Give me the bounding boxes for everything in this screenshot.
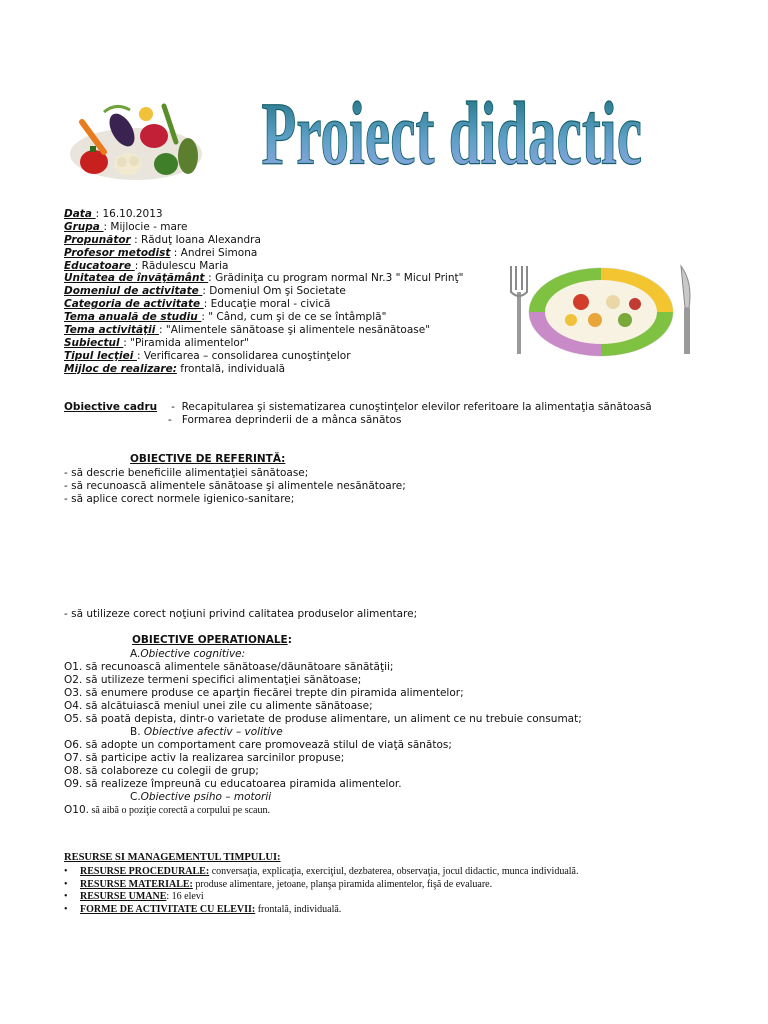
resource-value: frontală, individuală.	[255, 903, 342, 915]
list-item: O8. să colaboreze cu colegii de grup;	[64, 765, 259, 777]
bullet-icon: •	[64, 866, 68, 877]
subsection-prefix: C.	[130, 791, 141, 803]
obiective-cadru: Obiective cadru - Recapitularea şi sistematizarea cunoştinţelor elevilor referitoare la alimentaţia sănătoasă - Formarea deprinderii de a mânca sănătos	[64, 401, 652, 426]
list-item	[64, 804, 582, 817]
meta-row	[64, 221, 463, 234]
subsection-prefix: A.	[130, 648, 141, 660]
meta-row	[64, 298, 463, 311]
meta-sep: :	[136, 349, 144, 362]
meta-label: Propunător	[64, 233, 131, 246]
list-item	[64, 866, 578, 879]
meta-sep: :	[103, 220, 111, 233]
meta-sep: :	[201, 311, 209, 324]
meta-label: Tipul lecţiei	[64, 349, 137, 362]
meta-value: "Alimentele sănătoase şi alimentele nesănătoase"	[165, 324, 431, 337]
obiective-operationale-list	[64, 648, 582, 817]
meta-row	[64, 208, 463, 221]
resource-key: RESURSE UMANE	[80, 891, 167, 902]
meta-sep: :	[202, 285, 210, 298]
subsection-label: Obiective cognitive:	[140, 648, 246, 660]
title-wordart	[261, 62, 643, 212]
obiective-operationale-title	[132, 634, 292, 647]
meta-label: Profesor metodist	[64, 246, 171, 259]
meta-label: Educatoare	[64, 259, 135, 272]
bullet-icon: •	[64, 891, 68, 902]
meta-value: 16.10.2013	[102, 208, 163, 220]
meta-row	[64, 260, 463, 273]
meta-label: Subiectul	[64, 336, 124, 349]
meta-value: Rădulescu Maria	[141, 259, 229, 272]
list-item: O5. să poată depista, dintr-o varietate de produse alimentare, un aliment ce nu trebuie consumat;	[64, 713, 582, 725]
meta-label: Domeniul de activitate	[64, 285, 203, 298]
meta-sep: :	[134, 259, 142, 272]
list-item	[64, 891, 578, 904]
obiective-operationale-label: OBIECTIVE OPERATIONALE	[132, 634, 288, 646]
meta-sep: :	[208, 272, 216, 285]
meta-value: Educaţie moral - civică	[210, 298, 331, 311]
obiective-cadru-item: Recapitularea şi sistematizarea cunoştinţelor elevilor referitoare la alimentaţia sănătoasă	[181, 401, 652, 413]
meta-sep: :	[123, 336, 131, 349]
title-colon: :	[287, 634, 292, 646]
meta-label: Tema activităţii	[64, 324, 159, 337]
meta-row	[64, 234, 463, 247]
bullet-icon: •	[64, 878, 68, 890]
meta-value: frontală, individuală	[180, 362, 286, 375]
subsection-heading	[64, 726, 582, 739]
resurse-title: RESURSE SI MANAGEMENTUL TIMPULUI:	[64, 852, 281, 863]
list-item	[64, 904, 578, 917]
meta-label: Categoria de activitate	[64, 298, 204, 311]
obiective-referinta-title: OBIECTIVE DE REFERINTĂ:	[130, 453, 286, 465]
meta-value: Mijlocie - mare	[110, 220, 188, 233]
vegetables-image	[64, 92, 206, 186]
list-item: - să recunoască alimentele sănătoase şi alimentele nesănătoare;	[64, 480, 406, 492]
meta-row	[64, 350, 463, 363]
resource-key: RESURSE MATERIALE:	[80, 878, 193, 890]
subsection-prefix: B.	[130, 726, 141, 738]
meta-value: Domeniul Om şi Societate	[209, 285, 346, 298]
list-item: O3. să enumere produse ce aparţin fiecărei trepte din piramida alimentelor;	[64, 687, 464, 699]
meta-row	[64, 324, 463, 337]
resource-value: conversaţia, explicaţia, exerciţiul, dezbaterea, observaţia, jocul didactic, munca individuală.	[209, 866, 579, 877]
list-item: O9. să realizeze împreună cu educatoarea piramida alimentelor.	[64, 778, 402, 790]
meta-row	[64, 285, 463, 298]
subsection-label: Obiective afectiv – volitive	[140, 726, 283, 738]
list-item: O1. să recunoască alimentele sănătoase/dăunătoare sănătăţii;	[64, 661, 394, 673]
subsection-heading	[64, 791, 582, 804]
meta-sep: :	[158, 324, 166, 337]
obiective-cadru-item: Formarea deprinderii de a mânca sănătos	[181, 414, 402, 426]
subsection-label: Obiective psiho – motorii	[140, 791, 272, 803]
item-prefix: O10.	[64, 804, 89, 816]
meta-value: Grădiniţa cu program normal Nr.3 " Micul Prinţ"	[215, 272, 464, 285]
page-title: Proiect didactic	[261, 84, 643, 184]
resource-key: FORME DE ACTIVITATE CU ELEVII:	[80, 903, 256, 915]
list-item	[64, 879, 578, 892]
meta-row	[64, 272, 463, 285]
resource-value: produse alimentare, jetoane, planşa piramida alimentelor, fişă de evaluare.	[192, 878, 493, 890]
meta-label: Tema anuală de studiu	[64, 311, 202, 324]
meta-row	[64, 247, 463, 260]
list-item: - să utilizeze corect noţiuni privind calitatea produselor alimentare;	[64, 608, 418, 620]
meta-row	[64, 337, 463, 350]
resource-value: : 16 elevi	[166, 891, 204, 902]
meta-sep: :	[95, 208, 103, 220]
meta-sep: :	[130, 233, 141, 246]
obiective-referinta-list	[64, 467, 406, 506]
meta-label: Data	[64, 208, 96, 220]
resurse-list	[64, 866, 578, 916]
list-item: O6. să adopte un comportament care promovează stilul de viaţă sănătos;	[64, 739, 452, 751]
meta-value: Verificarea – consolidarea cunoştinţelor	[143, 349, 351, 362]
meta-row	[64, 363, 463, 376]
item-text: să aibă o poziţie corectă a corpului pe scaun.	[88, 805, 270, 816]
list-item: O2. să utilizeze termeni specifici alimentaţiei sănătoase;	[64, 674, 362, 686]
subsection-heading	[64, 648, 582, 661]
list-item: - să aplice corect normele igienico-sanitare;	[64, 493, 295, 505]
list-item: O4. să alcătuiască meniul unei zile cu alimente sănătoase;	[64, 700, 373, 712]
meta-row	[64, 311, 463, 324]
list-item: - să descrie beneficiile alimentaţiei sănătoase;	[64, 467, 309, 479]
meta-value: "Piramida alimentelor"	[130, 336, 249, 349]
list-item: O7. să participe activ la realizarea sarcinilor propuse;	[64, 752, 345, 764]
obiective-cadru-label: Obiective cadru	[64, 401, 158, 413]
meta-label: Grupa	[64, 220, 104, 233]
lesson-details	[64, 208, 463, 376]
meta-sep: :	[170, 246, 181, 259]
meta-value: Răduţ Ioana Alexandra	[140, 233, 261, 246]
meta-value: Andrei Simona	[180, 246, 258, 259]
meta-label: Mijloc de realizare:	[64, 362, 177, 375]
bullet-icon: •	[64, 903, 68, 915]
food-plate-image	[503, 262, 703, 360]
meta-value: " Când, cum şi de ce se întâmplă"	[208, 311, 387, 324]
meta-label: Unitatea de învăţământ	[64, 272, 209, 285]
meta-sep: :	[203, 298, 211, 311]
resource-key: RESURSE PROCEDURALE:	[80, 866, 210, 877]
